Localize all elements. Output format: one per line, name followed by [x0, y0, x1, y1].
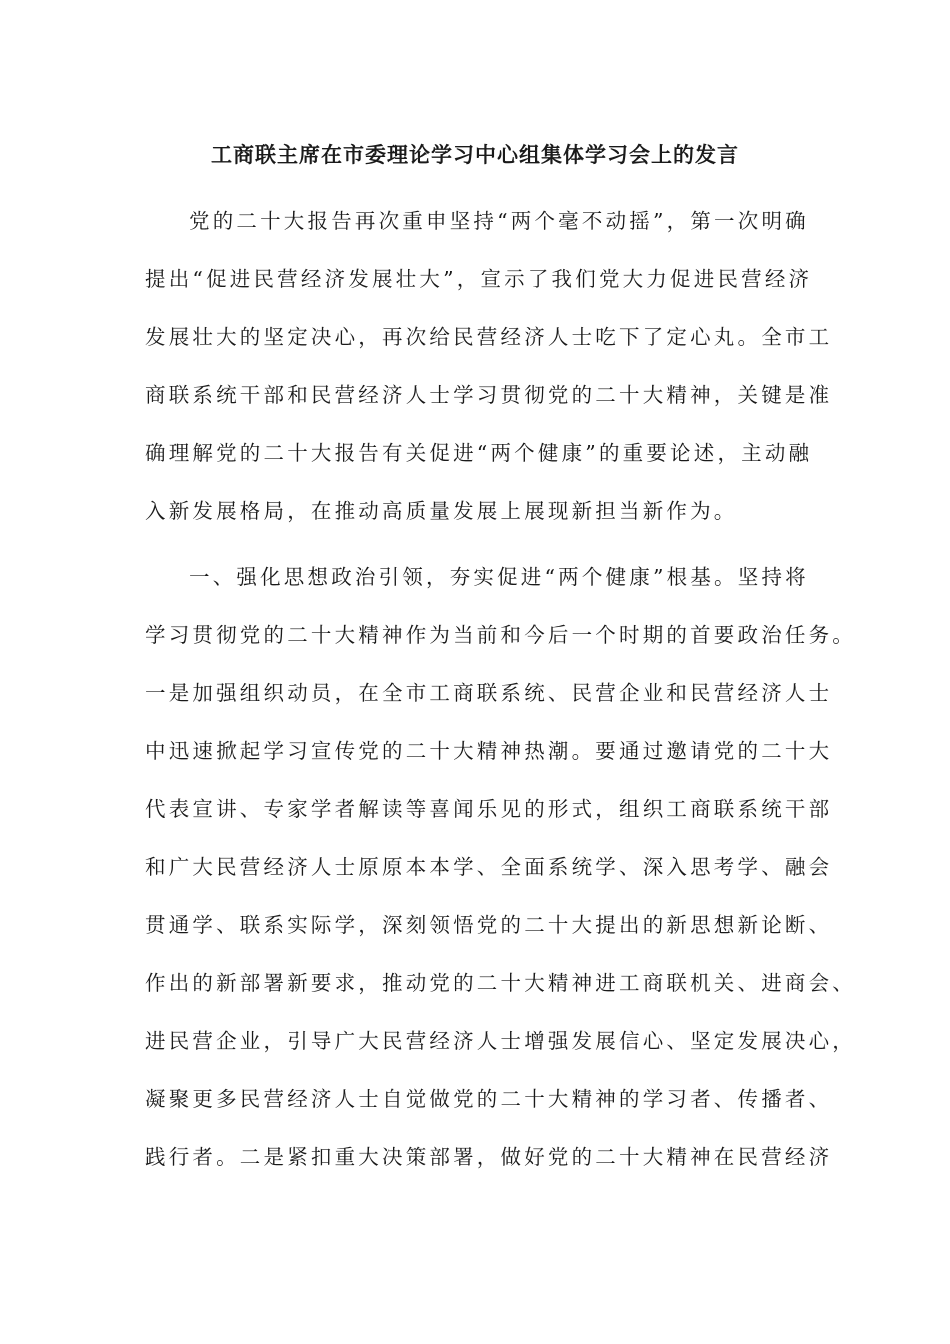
paragraph-2: [145, 548, 856, 1186]
paragraph-line: 一是加强组织动员，在全市工商联系统、民营企业和民营经济人士: [145, 681, 833, 705]
paragraph-line: 党的二十大报告再次重申坚持“两个毫不动摇”，第一次明确: [189, 209, 809, 233]
paragraph-line: 践行者。二是紧扣重大决策部署，做好党的二十大精神在民营经济: [145, 1145, 833, 1169]
paragraph-line: 确理解党的二十大报告有关促进“两个健康”的重要论述，主动融: [145, 441, 813, 465]
paragraph-line: 代表宣讲、专家学者解读等喜闻乐见的形式，组织工商联系统干部: [145, 797, 833, 821]
paragraph-line: 一、强化思想政治引领，夯实促进“两个健康”根基。坚持将: [189, 565, 809, 589]
paragraph-line: 入新发展格局，在推动高质量发展上展现新担当新作为。: [145, 499, 738, 523]
paragraph-line: 提出“促进民营经济发展壮大”，宣示了我们党大力促进民营经济: [145, 267, 813, 291]
paragraph-line: 凝聚更多民营经济人士自觉做党的二十大精神的学习者、传播者、: [145, 1087, 833, 1111]
paragraph-1: [145, 192, 835, 540]
paragraph-line: 发展壮大的坚定决心，再次给民营经济人士吃下了定心丸。全市工: [145, 325, 833, 349]
paragraph-line: 进民营企业，引导广大民营经济人士增强发展信心、坚定发展决心，: [145, 1029, 856, 1053]
document-title: 工商联主席在市委理论学习中心组集体学习会上的发言: [211, 142, 739, 167]
paragraph-line: 和广大民营经济人士原原本本学、全面系统学、深入思考学、融会: [145, 855, 833, 879]
paragraph-line: 中迅速掀起学习宣传党的二十大精神热潮。要通过邀请党的二十大: [145, 739, 833, 763]
paragraph-line: 贯通学、联系实际学，深刻领悟党的二十大提出的新思想新论断、: [145, 913, 833, 937]
paragraph-line: 作出的新部署新要求，推动党的二十大精神进工商联机关、进商会、: [145, 971, 856, 995]
paragraph-line: 商联系统干部和民营经济人士学习贯彻党的二十大精神，关键是准: [145, 383, 833, 407]
paragraph-line: 学习贯彻党的二十大精神作为当前和今后一个时期的首要政治任务。: [145, 623, 856, 647]
